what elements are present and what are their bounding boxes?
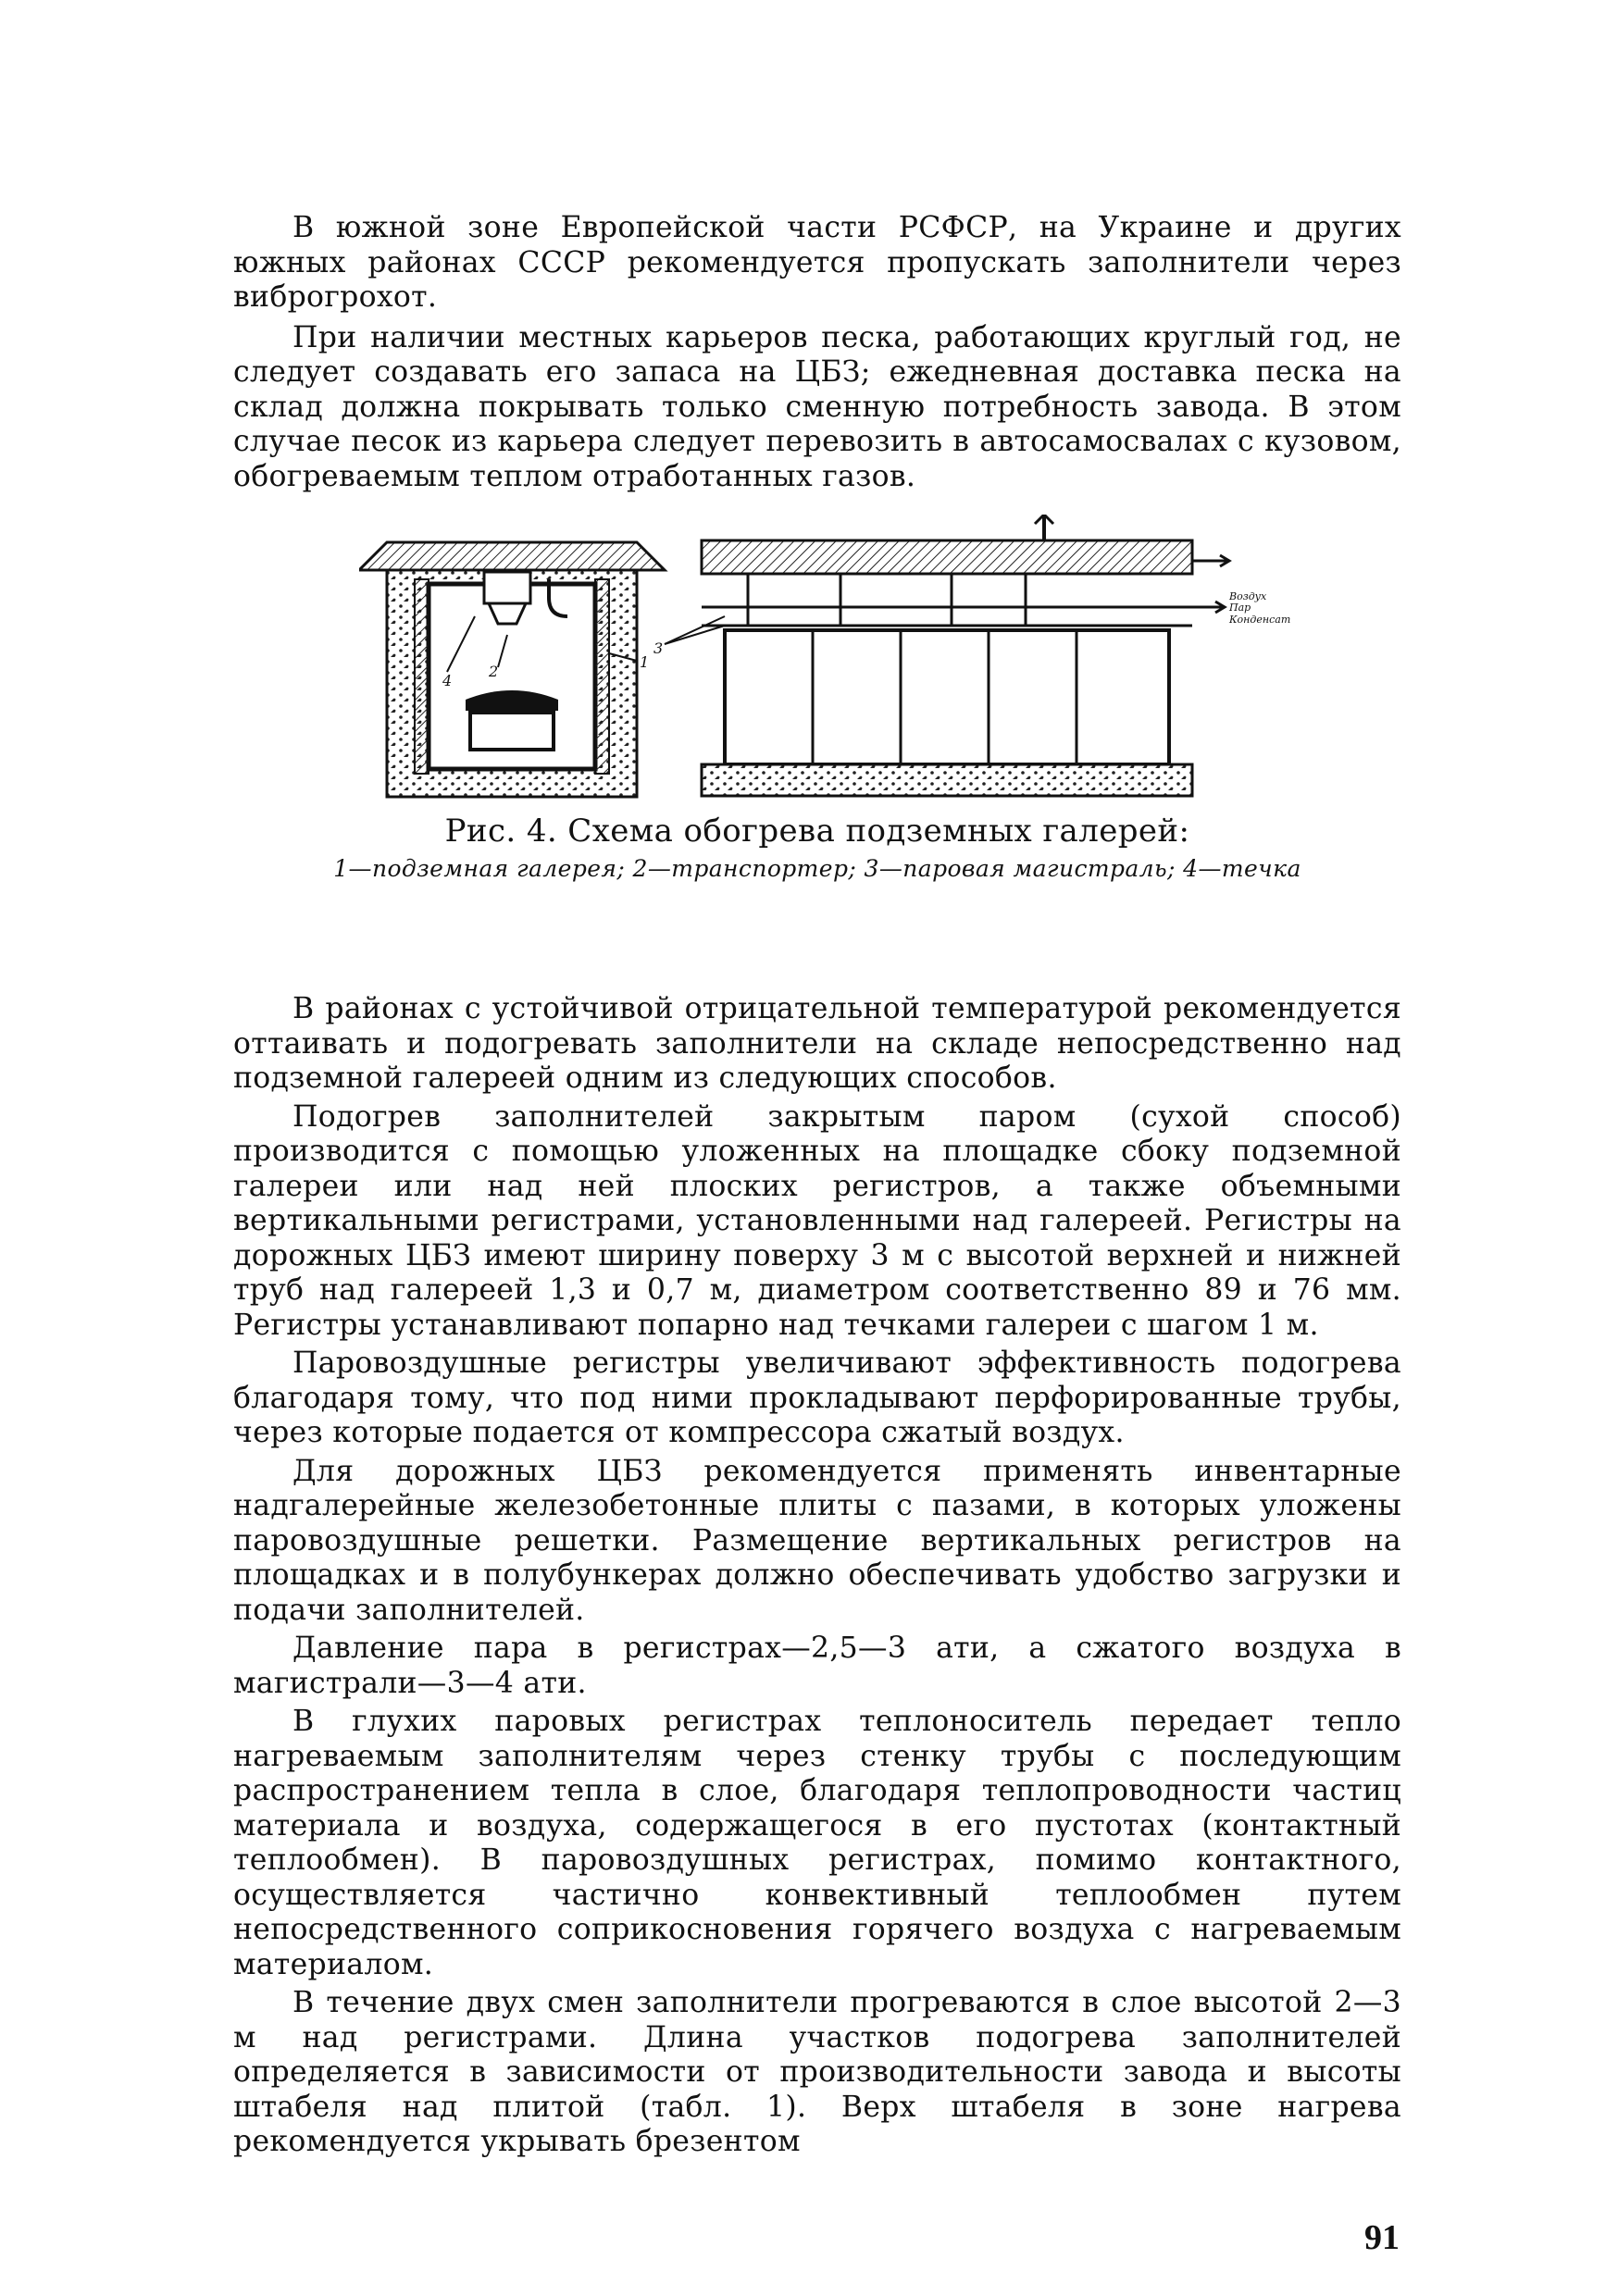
hopper-chute [484,572,530,603]
conveyor-frame [470,713,554,750]
paragraph: Подогрев заполнителей закрытым паром (сухой способ) производится с помощью уложенных на площадке сбоку подземной галереи или над ней плоских регистров, а также объемными вертикальными регистрами, установленными над галереей. Регистры на дорожных ЦБЗ имеют ширину поверху 3 м с высотой верхней и нижней труб над галереей 1,3 и 0,7 м, диаметром соответственно 89 и 76 мм. Регистры устанавливают попарно над течками галереи с шагом 1 м. [233,1099,1401,1342]
top-slab [359,542,665,570]
paragraph: Для дорожных ЦБЗ рекомендуется применять инвентарные надгалерейные железобетонные плиты с пазами, в которых уложены паровоздушные решетки. Размещение вертикальных регистров на площадках и в полубункерах должно обеспечивать удобство загрузки и подачи заполнителей. [233,1454,1401,1627]
page-number: 91 [1364,2218,1400,2257]
paragraph: Паровоздушные регистры увеличивают эффективность подогрева благодаря тому, что под ними прокладывают перфорированные трубы, через которые подается от компрессора сжатый воздух. [233,1347,1401,1449]
intro-text-block [233,211,1401,494]
label-4: 4 [442,672,453,689]
label-steam: Пар [1229,602,1251,614]
paragraph: В южной зоне Европейской части РСФСР, на Украине и других южных районах СССР рекомендуется пропускать заполнители через виброгрохот. [233,211,1401,314]
gallery-cross-section [359,542,665,797]
figure-caption-title: Рис. 4. Схема обогрева подземных галерей: [444,813,1190,850]
paragraph: В течение двух смен заполнители прогреваются в слое высотой 2—3 м над регистрами. Длина участков подогрева заполнителей определяется в зависимости от производительности завода и высоты штабеля над плитой (табл. 1). Верх штабеля в зоне нагрева рекомендуется укрывать брезентом [233,1986,1401,2158]
figure-caption-legend: 1—подземная галерея; 2—транспортер; 3—паровая магистраль; 4—течка [333,855,1301,882]
long-slab [702,540,1192,574]
main-text-block [233,992,1401,2160]
label-3: 3 [653,639,664,657]
label-condensate: Конденсат [1229,614,1291,626]
long-floor [702,764,1192,796]
inner-wall-left [415,579,429,774]
long-gallery [725,630,1169,764]
paragraph: В районах с устойчивой отрицательной температурой рекомендуется оттаивать и подогревать заполнители на складе непосредственно над подземной галереей одним из следующих способов. [233,992,1401,1095]
gallery-longitudinal-section [653,515,1290,796]
paragraph: При наличии местных карьеров песка, работающих круглый год, не следует создавать его запаса на ЦБЗ; ежедневная доставка песка на склад должна покрывать только сменную потребность завода. В этом случае песок из карьера следует перевозить в автосамосвалах с кузовом, обогреваемым теплом отработанных газов. [233,320,1401,493]
paragraph: В глухих паровых регистрах теплоноситель передает тепло нагреваемым заполнителям через стенку трубы с последующим распространением тепла в слое, благодаря теплопроводности частиц материала и воздуха, содержащегося в его пустотах (контактный теплообмен). В паровоздушных регистрах, помимо контактного, осуществляется частично конвективный теплообмен путем непосредственного соприкосновения горячего воздуха с нагреваемым материалом. [233,1705,1401,1981]
label-1: 1 [640,653,650,671]
inner-wall-right [595,579,609,774]
label-air: Воздух [1229,590,1267,602]
gallery-heating-diagram [359,515,1294,811]
label-2: 2 [489,663,499,680]
paragraph: Давление пара в регистрах—2,5—3 ати, а сжатого воздуха в магистрали—3—4 ати. [233,1632,1401,1700]
